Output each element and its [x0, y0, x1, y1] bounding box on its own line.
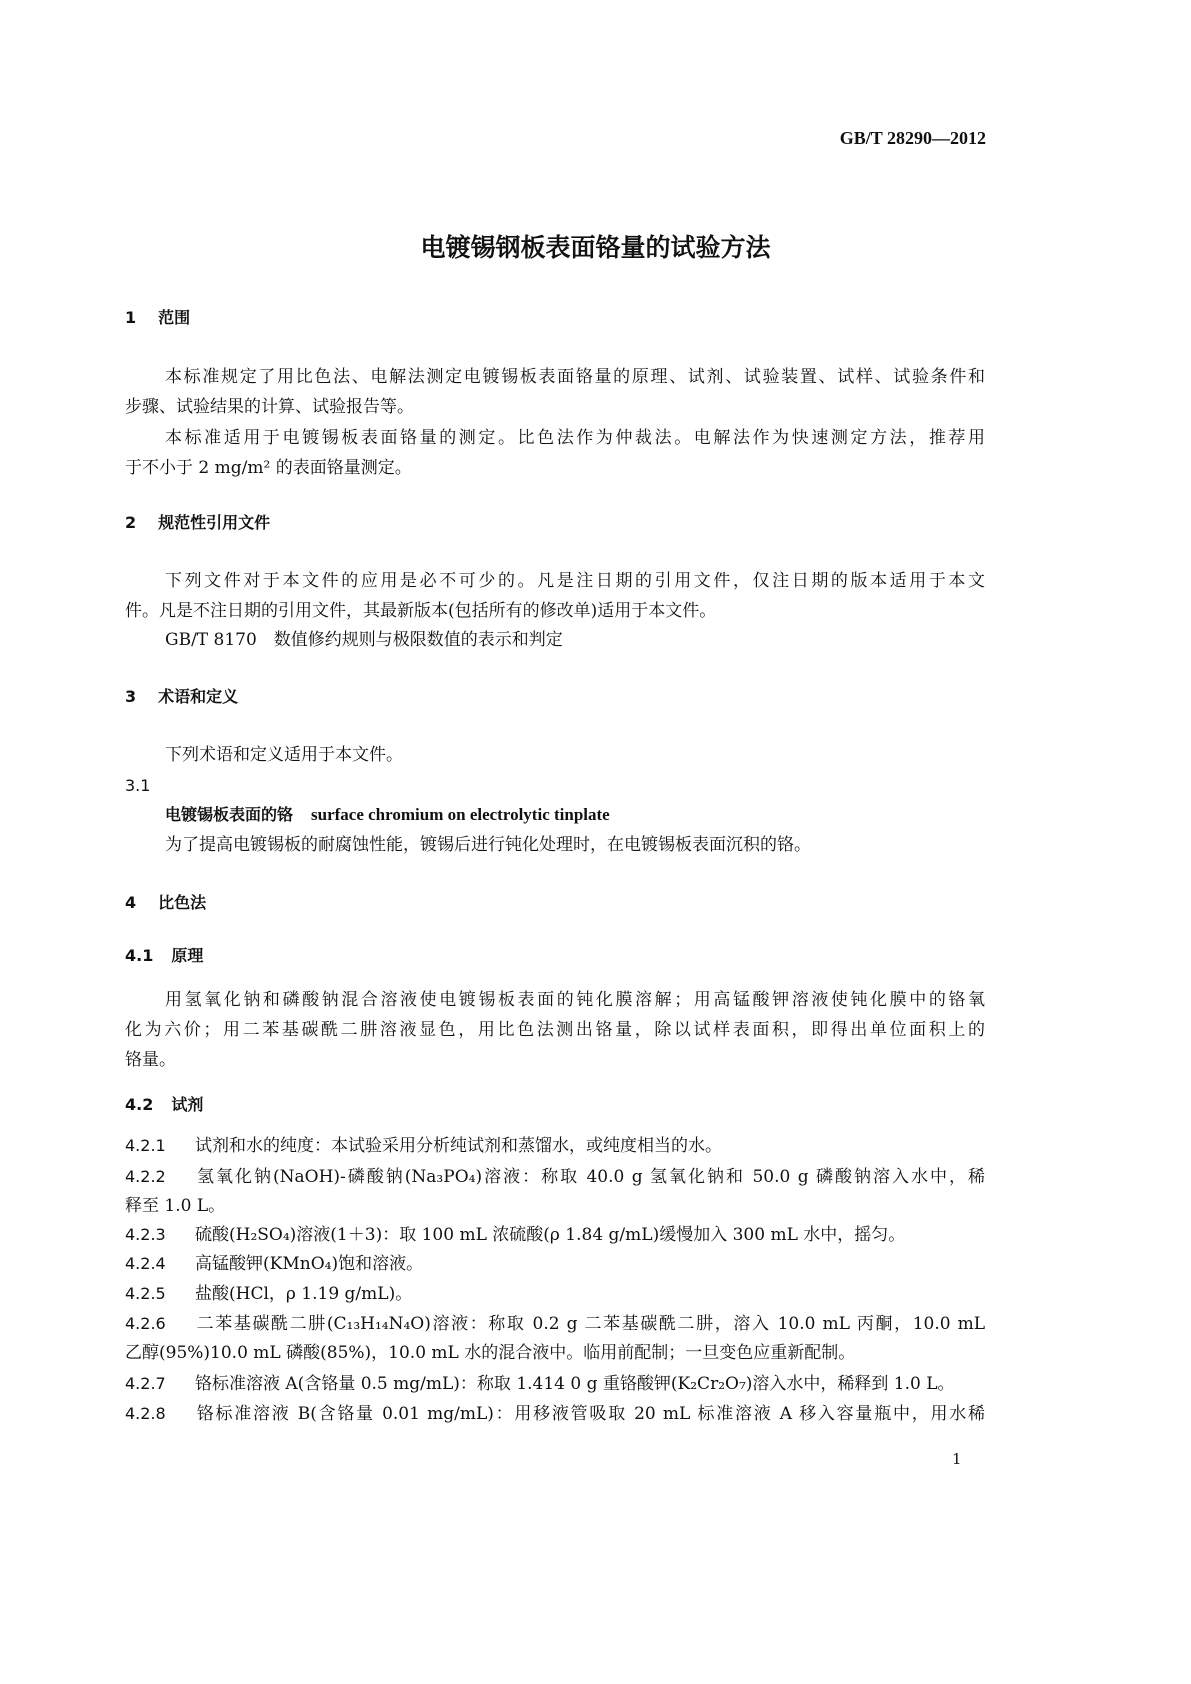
item-text: 氢氧化钠(NaOH)-磷酸钠(Na₃PO₄)溶液：称取 40.0 g 氢氧化钠和 50.0 g 磷酸钠溶入水中，稀 [195, 1167, 985, 1187]
item-number: 4.2.8 [125, 1404, 166, 1423]
reagent-item [125, 1283, 985, 1305]
section-4-heading [125, 892, 985, 914]
subsection-4-2-heading [125, 1094, 985, 1116]
document-title: 电镀锡钢板表面铬量的试验方法 [420, 233, 771, 262]
paragraph-line: 下列术语和定义适用于本文件。 [165, 745, 403, 765]
reagent-item [125, 1135, 985, 1157]
section-1-heading [125, 307, 985, 329]
section-number: 1 [125, 308, 137, 327]
term-chinese: 电镀锡板表面的铬 [165, 805, 294, 824]
standard-number: GB/T 28290—2012 [839, 128, 986, 148]
section-number: 2 [125, 513, 137, 532]
term-definition: 为了提高电镀锡板的耐腐蚀性能，镀锡后进行钝化处理时，在电镀锡板表面沉积的铬。 [165, 835, 811, 855]
reagent-item-continuation: 乙醇(95%)10.0 mL 磷酸(85%)，10.0 mL 水的混合液中。临用前配制；一旦变色应重新配制。 [125, 1343, 856, 1363]
reagent-item [125, 1253, 985, 1275]
page-number: 1 [952, 1450, 962, 1468]
section-3-heading [125, 686, 985, 708]
section-title: 规范性引用文件 [158, 513, 271, 532]
section-number: 4.1 [125, 946, 154, 965]
term-english: surface chromium on electrolytic tinplate [311, 805, 610, 824]
paragraph-line: 于不小于 2 mg/m² 的表面铬量测定。 [125, 458, 412, 478]
paragraph-line: 件。凡是不注日期的引用文件，其最新版本(包括所有的修改单)适用于本文件。 [125, 601, 717, 621]
item-text: 铬标准溶液 A(含铬量 0.5 mg/mL)：称取 1.414 0 g 重铬酸钾(K₂Cr₂O₇)溶入水中，稀释到 1.0 L。 [195, 1374, 955, 1394]
paragraph-line: 化为六价；用二苯基碳酰二肼溶液显色，用比色法测出铬量，除以试样表面积，即得出单位面积上的 [125, 1020, 985, 1040]
paragraph-line: 本标准规定了用比色法、电解法测定电镀锡板表面铬量的原理、试剂、试验装置、试样、试验条件和 [165, 367, 985, 387]
section-title: 比色法 [158, 893, 207, 912]
item-text: 试剂和水的纯度：本试验采用分析纯试剂和蒸馏水，或纯度相当的水。 [195, 1136, 722, 1156]
section-title: 试剂 [171, 1095, 204, 1114]
item-number: 4.2.5 [125, 1284, 166, 1303]
reagent-item [125, 1403, 985, 1425]
section-number: 3 [125, 687, 137, 706]
item-number: 4.2.4 [125, 1254, 166, 1273]
item-number: 4.2.7 [125, 1374, 166, 1393]
item-text: 硫酸(H₂SO₄)溶液(1＋3)：取 100 mL 浓硫酸(ρ 1.84 g/mL)缓慢加入 300 mL 水中，摇匀。 [195, 1225, 906, 1245]
paragraph-line: 用氢氧化钠和磷酸钠混合溶液使电镀锡板表面的钝化膜溶解；用高锰酸钾溶液使钝化膜中的铬氧 [165, 990, 985, 1010]
item-number: 4.2.3 [125, 1225, 166, 1244]
item-text: 二苯基碳酰二肼(C₁₃H₁₄N₄O)溶液：称取 0.2 g 二苯基碳酰二肼，溶入 10.0 mL 丙酮，10.0 mL [195, 1314, 985, 1334]
reagent-item [125, 1166, 985, 1188]
section-title: 原理 [171, 946, 204, 965]
paragraph-line: 下列文件对于本文件的应用是必不可少的。凡是注日期的引用文件，仅注日期的版本适用于本文 [165, 571, 985, 591]
section-title: 范围 [158, 308, 191, 327]
section-number: 4 [125, 893, 137, 912]
subsection-4-1-heading [125, 945, 985, 967]
reagent-item [125, 1373, 985, 1395]
item-text: 铬标准溶液 B(含铬量 0.01 mg/mL)：用移液管吸取 20 mL 标准溶液 A 移入容量瓶中，用水稀 [195, 1404, 985, 1424]
reagent-item-continuation: 释至 1.0 L。 [125, 1196, 226, 1216]
subsection-number: 3.1 [125, 776, 151, 795]
item-number: 4.2.1 [125, 1136, 166, 1155]
section-title: 术语和定义 [158, 687, 239, 706]
normative-reference: GB/T 8170 数值修约规则与极限数值的表示和判定 [165, 630, 563, 650]
item-text: 高锰酸钾(KMnO₄)饱和溶液。 [195, 1254, 424, 1274]
item-number: 4.2.2 [125, 1167, 166, 1186]
paragraph-line: 步骤、试验结果的计算、试验报告等。 [125, 397, 414, 417]
term-entry [165, 804, 985, 826]
paragraph-line: 本标准适用于电镀锡板表面铬量的测定。比色法作为仲裁法。电解法作为快速测定方法，推荐用 [165, 428, 985, 448]
reagent-item [125, 1313, 985, 1335]
reagent-item [125, 1224, 985, 1246]
section-number: 4.2 [125, 1095, 154, 1114]
item-number: 4.2.6 [125, 1314, 166, 1333]
section-2-heading [125, 512, 985, 534]
paragraph-line: 铬量。 [125, 1050, 176, 1070]
item-text: 盐酸(HCl，ρ 1.19 g/mL)。 [195, 1284, 413, 1304]
